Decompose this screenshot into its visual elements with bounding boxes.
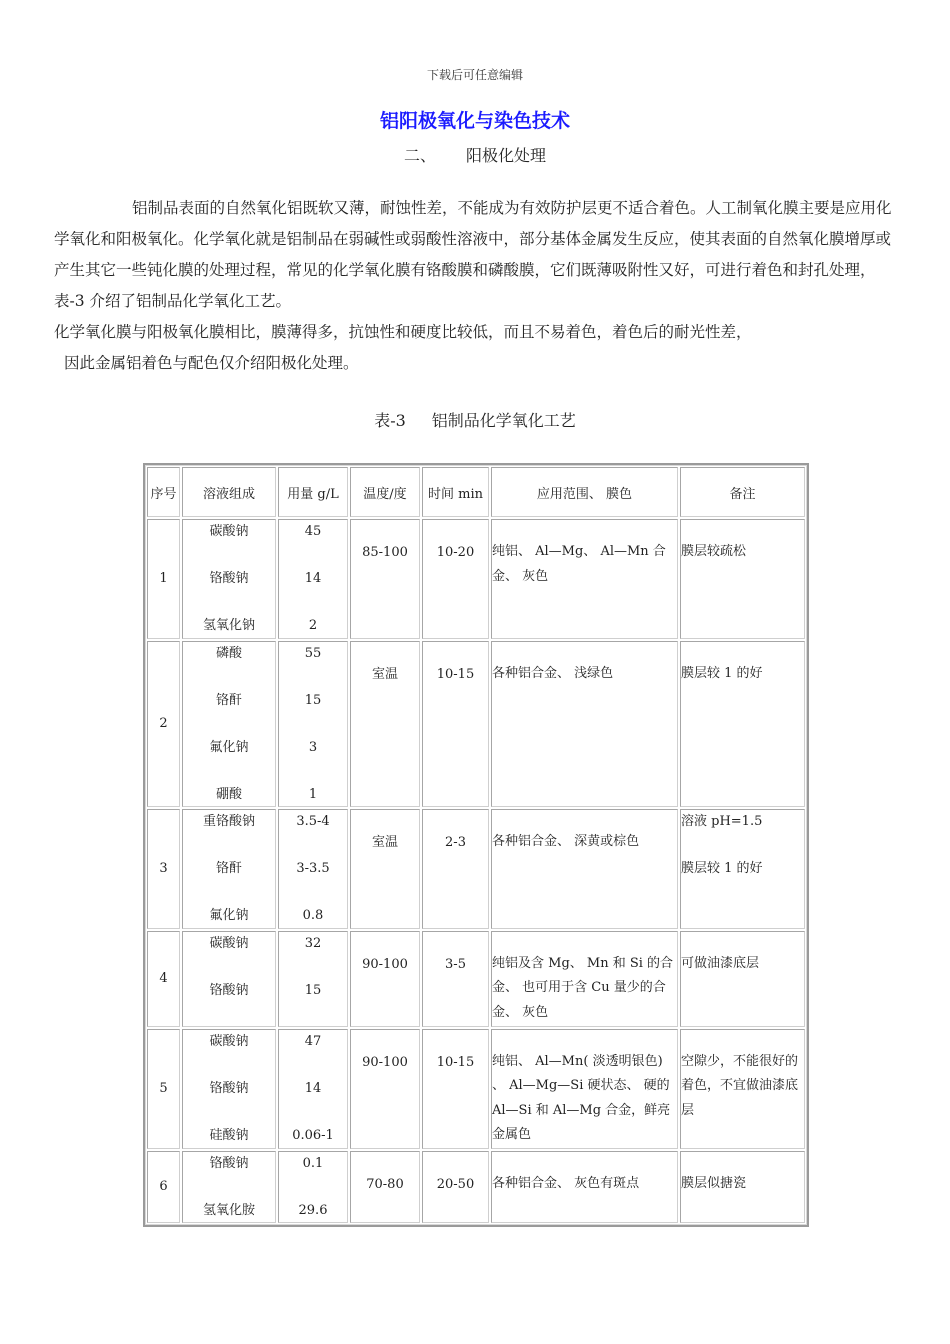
table-caption-number: 表-3 [374,411,406,430]
solution-components-cell [182,931,276,1027]
time-cell: 2-3 [422,809,489,929]
component-name: 铬酐 [215,861,242,876]
component-name: 铬酸钠 [209,982,249,998]
dosage-cell [278,809,348,929]
component-name: 氟化钠 [209,908,249,923]
component-name: 铬酐 [215,692,242,708]
component-name: 铬酸钠 [209,1155,249,1171]
remark-line: 膜层较 1 的好 [681,861,763,876]
component-name [183,591,275,615]
remark-line [681,834,804,858]
table-row [147,931,805,1027]
dosage-value: 15 [304,692,322,708]
component-name: 氟化钠 [209,739,249,755]
time-cell: 10-15 [422,641,489,808]
section-number: 二、 [403,146,436,165]
header-note: 下载后可任意编辑 [426,68,523,82]
component-name [183,712,275,736]
remark-cell: 膜层似搪瓷 [680,1151,805,1224]
column-header: 温度/度 [350,467,420,517]
dosage-value: 15 [304,982,322,998]
time-cell: 3-5 [422,931,489,1027]
dosage-value: 14 [304,571,322,586]
remark-stack [681,810,804,881]
document-title: 铝阳极氧化与染色技术 [379,110,570,132]
component-name [183,1100,275,1124]
temperature-cell: 85-100 [350,519,420,639]
solution-components-cell [182,809,276,929]
dosage-stack [279,810,347,928]
components-stack [183,932,275,1026]
row-number-cell: 5 [147,1029,180,1149]
dosage-value [279,834,347,858]
solution-components-cell [182,641,276,808]
paragraph: 因此金属铝着色与配色仅介绍阳极化处理。 [64,354,359,372]
components-stack [183,1030,275,1148]
application-cell: 纯铝、 Al—Mn( 淡透明银色) 、 Al—Mg—Si 硬状态、 硬的 Al—Si 和 Al—Mg 合金，鲜亮金属色 [491,1029,678,1149]
dosage-value [279,591,347,615]
dosage-stack [279,932,347,1026]
dosage-value [279,544,347,568]
temperature-cell: 室温 [350,809,420,929]
table-row [147,1151,805,1224]
component-name [183,544,275,568]
dosage-value: 0.06-1 [292,1127,334,1143]
components-stack [183,810,275,928]
component-name: 硼酸 [215,786,242,802]
dosage-value: 55 [304,645,322,661]
dosage-stack [279,1152,347,1223]
table-row [147,809,805,929]
application-cell: 纯铝、 Al—Mg、 Al—Mn 合金、 灰色 [491,519,678,639]
component-name: 碳酸钠 [209,1033,249,1049]
temperature-cell: 90-100 [350,931,420,1027]
component-name [183,1002,275,1026]
remark-cell: 可做油漆底层 [680,931,805,1027]
table-caption-text: 铝制品化学氧化工艺 [431,411,576,430]
remark-cell: 膜层较疏松 [680,519,805,639]
dosage-cell [278,519,348,639]
column-header: 时间 min [422,467,489,517]
components-stack [183,642,275,807]
component-name: 碳酸钠 [209,524,249,539]
dosage-stack [279,1030,347,1148]
components-stack [183,520,275,638]
component-name: 氢氧化钠 [202,618,255,633]
remark-cell: 空隙少，不能很好的着色，不宜做油漆底层 [680,1029,805,1149]
component-name [183,1175,275,1199]
time-cell: 10-20 [422,519,489,639]
table-row [147,1029,805,1149]
component-name [183,881,275,905]
dosage-value [279,759,347,783]
row-number-cell: 1 [147,519,180,639]
solution-components-cell [182,1151,276,1224]
remark-line: 溶液 pH=1.5 [681,814,763,829]
component-name [183,955,275,979]
component-name [183,759,275,783]
process-table [145,465,807,1225]
table-header-row [147,467,805,517]
column-header: 溶液组成 [182,467,276,517]
dosage-value [279,1053,347,1077]
paragraph: 化学氧化膜与阳极氧化膜相比，膜薄得多，抗蚀性和硬度比较低，而且不易着色，着色后的耐光性差， [54,323,752,341]
component-name [183,834,275,858]
temperature-cell: 室温 [350,641,420,808]
row-number-cell: 2 [147,641,180,808]
application-cell: 各种铝合金、 浅绿色 [491,641,678,808]
row-number-cell: 3 [147,809,180,929]
application-cell: 纯铝及含 Mg、 Mn 和 Si 的合金、 也可用于含 Cu 量少的合金、 灰色 [491,931,678,1027]
table-row [147,519,805,639]
table-caption [0,408,950,431]
dosage-value [279,1175,347,1199]
dosage-cell [278,641,348,808]
dosage-value: 0.8 [302,908,324,923]
table-row [147,641,805,808]
dosage-value: 32 [304,935,322,951]
temperature-cell: 90-100 [350,1029,420,1149]
time-cell: 20-50 [422,1151,489,1224]
paragraph: 铝制品表面的自然氧化铝既软又薄，耐蚀性差，不能成为有效防护层更不适合着色。人工制氧化膜主要是应用化学氧化和阳极氧化。化学氧化就是铝制品在弱碱性或弱酸性溶液中，部分基体金属发生反应，使其表面的自然氧化膜增厚或产生其它一些钝化膜的处理过程，常见的化学氧化膜有铬酸膜和磷酸膜，它们既薄吸附性又好，可进行着色和封孔处理，表-3 介绍了铝制品化学氧化工艺。 [54,199,892,310]
section-text: 阳极化处理 [466,146,547,165]
application-cell: 各种铝合金、 灰色有斑点 [491,1151,678,1224]
component-name: 铬酸钠 [209,571,249,586]
component-name: 氢氧化胺 [202,1202,255,1218]
dosage-stack [279,520,347,638]
dosage-value [279,881,347,905]
column-header: 用量 g/L [278,467,348,517]
remark-cell: 膜层较 1 的好 [680,641,805,808]
time-cell: 10-15 [422,1029,489,1149]
row-number-cell: 4 [147,931,180,1027]
application-cell: 各种铝合金、 深黄或棕色 [491,809,678,929]
dosage-value: 3-3.5 [296,861,330,876]
component-name [183,1053,275,1077]
component-name: 碳酸钠 [209,935,249,951]
dosage-value: 45 [304,524,322,539]
section-heading [0,143,950,166]
solution-components-cell [182,1029,276,1149]
remark-cell [680,809,805,929]
body-text [54,193,904,379]
dosage-cell [278,1151,348,1224]
row-number-cell: 6 [147,1151,180,1224]
dosage-value: 29.6 [298,1202,328,1218]
dosage-value [279,665,347,689]
temperature-cell: 70-80 [350,1151,420,1224]
dosage-value: 2 [308,618,318,633]
dosage-value: 0.1 [302,1155,324,1171]
dosage-value [279,955,347,979]
components-stack [183,1152,275,1223]
component-name: 重铬酸钠 [202,814,255,829]
dosage-value: 47 [304,1033,322,1049]
dosage-stack [279,642,347,807]
component-name: 铬酸钠 [209,1080,249,1096]
dosage-value: 1 [308,786,318,802]
process-table-frame [143,463,809,1227]
dosage-value: 14 [304,1080,322,1096]
column-header: 序号 [147,467,180,517]
dosage-value: 3.5-4 [296,814,330,829]
dosage-cell [278,1029,348,1149]
column-header: 备注 [680,467,805,517]
dosage-value [279,712,347,736]
solution-components-cell [182,519,276,639]
dosage-cell [278,931,348,1027]
dosage-value [279,1100,347,1124]
column-header: 应用范围、 膜色 [491,467,678,517]
dosage-value: 3 [308,739,318,755]
dosage-value [279,1002,347,1026]
component-name: 磷酸 [215,645,242,661]
component-name [183,665,275,689]
component-name: 硅酸钠 [209,1127,249,1143]
